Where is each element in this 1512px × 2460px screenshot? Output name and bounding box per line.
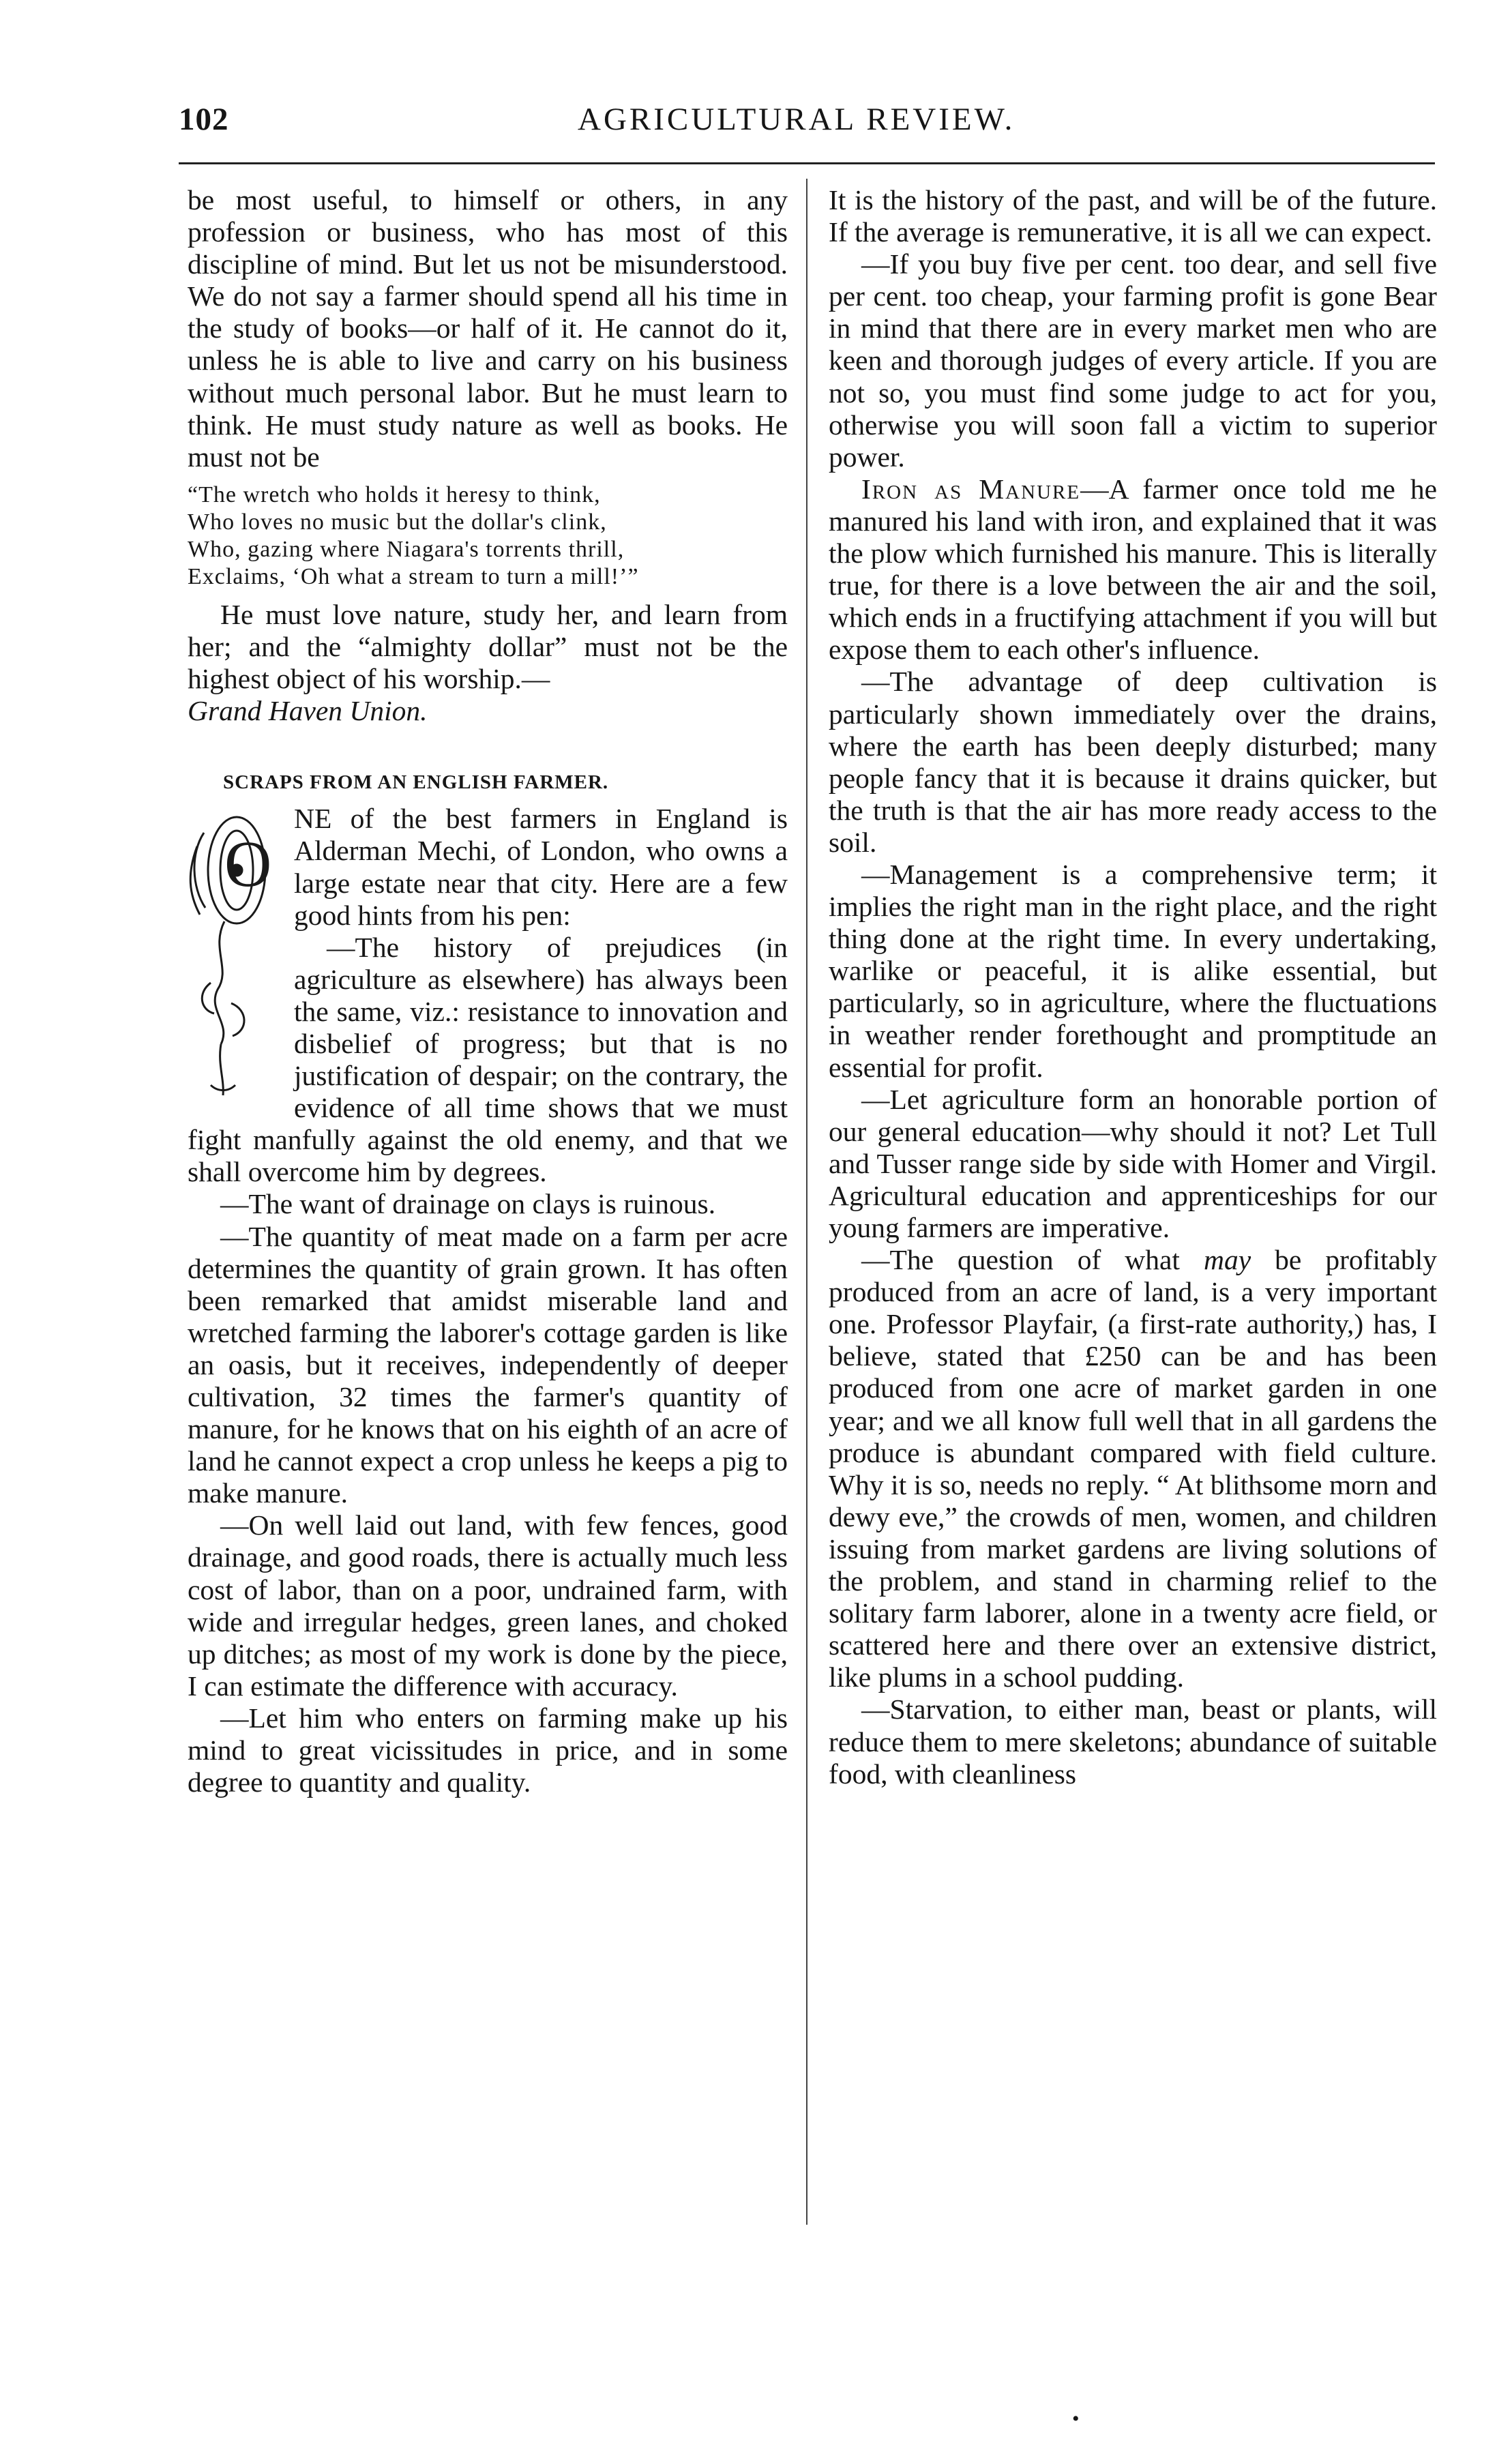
page-mark: •	[1072, 2407, 1080, 2430]
paragraph: —The history of prejudices (in agriculture as elsewhere) has always been the same, viz.: resistance to innovation and disbelief of progress; but that is no justification of despair; on the contrary, the evidence of all time shows that we must fight manfully against the old enemy, and that we shall overcome him by degrees.	[188, 931, 788, 1188]
paragraph: —Starvation, to either man, beast or plants, will reduce them to mere skeletons; abundance of suitable food, with cleanliness	[829, 1693, 1437, 1790]
paragraph	[829, 473, 1437, 666]
paragraph: be most useful, to himself or others, in any profession or business, who has most of this discipline of mind. But let us not be misunderstood. We do not say a farmer should spend all his time in the study of books—or half of it. He cannot do it, unless he is able to live and carry on his business without much personal labor. But he must learn to think. He must study nature as well as books. He must not be	[188, 184, 788, 473]
paragraph-text: He must love nature, study her, and learn from her; and the “almighty dollar” must not be the highest object of his worship.—	[188, 598, 788, 695]
section-heading: SCRAPS FROM AN ENGLISH FARMER.	[223, 771, 609, 794]
source-attribution: Grand Haven Union.	[188, 695, 428, 727]
verse-line: “The wretch who holds it heresy to think,	[188, 481, 601, 507]
dropcap-letter: O	[224, 827, 272, 901]
paragraph-text: be profitably produced from an acre of land, is a very important one. Professor Playfair, (a first-rate authority,) has, I believe, stated that £250 can be and has been produced from one acre of market garden in one year; and we all know full well that in all gardens the produce is abundant compared with field culture. Why it is so, needs no reply. “ At blithsome morn and dewy eve,” the crowds of men, women, and children issuing from market gardens are living solutions of the problem, and stand in charming relief to the solitary farm laborer, alone in a twenty acre field, or scattered here and there over an extensive district, like plums in a school pudding.	[829, 1244, 1437, 1693]
paragraph: It is the history of the past, and will be of the future. If the average is remunerative, it is all we can expect.	[829, 184, 1437, 248]
paragraph	[188, 599, 788, 727]
paragraph: —Management is a comprehensive term; it implies the right man in the right place, and the right thing done at the right time. In every undertaking, warlike or peaceful, it is alike essential, but particularly, so in agriculture, where the fluctuations in weather render forethought and promptitude an essential for profit.	[829, 858, 1437, 1083]
paragraph: —Let agriculture form an honorable portion of our general education—why should it not? Let Tull and Tusser range side by side with Homer and Virgil. Agricultural education and apprenticeships for our young farmers are imperative.	[829, 1083, 1437, 1243]
run-in-heading: Iron as Manure	[861, 473, 1081, 505]
paragraph-text: —A farmer once told me he manured his land with iron, and explained that it was the plow which furnished his manure. This is literally true, for there is a love between the air and the soil, which ends in a fructifying attachment if you will but expose them to each other's influence.	[829, 473, 1438, 666]
verse-line: Exclaims, ‘Oh what a stream to turn a mill!’”	[188, 563, 639, 589]
running-title: AGRICULTURAL REVIEW.	[578, 102, 1016, 137]
paragraph: —The quantity of meat made on a farm per acre determines the quantity of grain grown. It has often been remarked that amidst miserable land and wretched farming the laborer's cottage garden is like an oasis, but it receives, independently of deeper cultivation, 32 times the farmer's quantity of manure, for he knows that on his eighth of an acre of land he cannot expect a crop unless he keeps a pig to make manure.	[188, 1220, 788, 1509]
paragraph: —The advantage of deep cultivation is particularly shown immediately over the drains, where the earth has been deeply disturbed; many people fancy that it is because it drains quicker, but the truth is that the air has more ready access to the soil.	[829, 666, 1437, 858]
paragraph: NE of the best farmers in England is Alderman Mechi, of London, who owns a large estate near that city. Here are a few good hints from his pen:	[294, 803, 788, 931]
verse-line: Who loves no music but the dollar's clink,	[188, 509, 607, 535]
paragraph: —If you buy five per cent. too dear, and sell five per cent. too cheap, your farming profit is gone Bear in mind that there are in every market men who are keen and thorough judges of every article. If you are not so, you must find some judge to act for you, otherwise you will soon fall a victim to superior power.	[829, 248, 1437, 473]
quoted-verse	[188, 481, 788, 591]
paragraph: —On well laid out land, with few fences, good drainage, and good roads, there is actually much less cost of labor, than on a poor, undrained farm, with wide and irregular hedges, green lanes, and choked up ditches; as most of my work is done by the piece, I can estimate the difference with accuracy.	[188, 1509, 788, 1702]
paragraph-text: —The question of what	[861, 1244, 1204, 1276]
ornamental-initial-o	[183, 805, 286, 1106]
paragraph: —The want of drainage on clays is ruinous.	[220, 1188, 716, 1220]
paragraph: —Let him who enters on farming make up his mind to great vicissitudes in price, and in some degree to quantity and quality.	[188, 1702, 788, 1798]
header-rule	[179, 162, 1435, 164]
left-column	[188, 184, 788, 1798]
column-divider	[806, 179, 807, 2225]
page-number: 102	[179, 102, 229, 137]
paragraph	[829, 1244, 1437, 1693]
verse-line: Who, gazing where Niagara's torrents thrill,	[188, 536, 625, 562]
emphasis: may	[1203, 1244, 1251, 1276]
right-column	[829, 184, 1437, 1790]
page-header	[179, 101, 1435, 149]
